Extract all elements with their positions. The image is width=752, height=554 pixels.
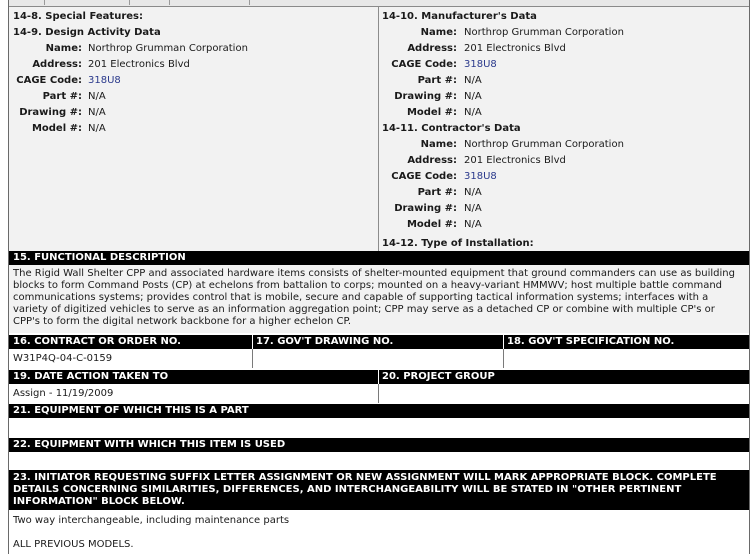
equipment-used-body [9,452,749,470]
section-label: 17. GOV'T DRAWING NO. [256,336,394,347]
field-value: N/A [464,75,482,86]
field-value: 201 Electronics Blvd [88,59,190,70]
field-value: N/A [88,91,106,102]
field-value: Northrop Grumman Corporation [88,43,248,54]
mfr-model-row [382,105,744,121]
section-label: 22. EQUIPMENT WITH WHICH THIS ITEM IS USED [13,439,286,450]
field-label: Drawing #: [394,203,457,214]
ctr-model-row [382,217,744,233]
equipment-part-header [9,404,749,418]
field-label: CAGE Code: [391,171,457,182]
field-label: Model #: [406,219,457,230]
ctr-drawing-row [382,201,744,217]
field-value: N/A [464,107,482,118]
design-address-row [13,57,373,73]
field-label: Name: [45,43,82,54]
contractor-heading: 14-11. Contractor's Data [382,123,521,134]
field-value: 201 Electronics Blvd [464,155,566,166]
field-label: Drawing #: [394,91,457,102]
section-label: 21. EQUIPMENT OF WHICH THIS IS A PART [13,405,249,416]
date-action-value: Assign - 11/19/2009 [13,388,114,399]
field-label: Part #: [417,187,457,198]
field-value: N/A [464,187,482,198]
field-label: Name: [420,139,457,150]
cage-code-link[interactable]: 318U8 [464,171,497,182]
field-value: 201 Electronics Blvd [464,43,566,54]
top-strip [9,0,749,7]
mfr-cage-row [382,57,744,73]
field-label: Address: [407,155,457,166]
design-drawing-row [13,105,373,121]
equipment-used-header [9,438,749,452]
field-label: Address: [407,43,457,54]
field-value: N/A [464,203,482,214]
contract-row-values [9,349,749,368]
left-column [13,9,373,137]
field-value: N/A [88,123,106,134]
right-column [382,9,744,252]
section-label: 15. FUNCTIONAL DESCRIPTION [13,252,186,263]
section-label: 19. DATE ACTION TAKEN TO [13,371,169,382]
functional-description-header [9,251,749,265]
section-label: 16. CONTRACT OR ORDER NO. [13,336,181,347]
special-features-heading: 14-8. Special Features: [13,11,143,22]
cell-divider [503,349,504,368]
ctr-address-row [382,153,744,169]
initiator-body [9,510,749,554]
date-row-header [9,370,749,384]
previous-models-note: ALL PREVIOUS MODELS. [13,539,134,550]
field-value: Northrop Grumman Corporation [464,27,624,38]
section-label: 20. PROJECT GROUP [382,371,495,382]
installation-type-heading: 14-12. Type of Installation: [382,238,534,249]
design-name-row [13,41,373,57]
design-part-row [13,89,373,105]
form-frame [8,0,750,554]
field-label: Drawing #: [19,107,82,118]
ctr-name-row [382,137,744,153]
initiator-header [9,470,749,510]
field-label: Address: [32,59,82,70]
functional-description-text: The Rigid Wall Shelter CPP and associated hardware items consists of shelter-mounted equipment that ground commanders can use as building blocks to form Command Posts (CP) at echelons from battalion to corps; mounted on a heavy-variant HMMWV; host multiple battle command communications systems; provides control that is mobile, secure and capable of supporting tactical information systems; interfaces with a variety of digitized vehicles to serve as an information aggregation point; CPP may serve as a detached CP or combine with multiple CP's or CPP's to form the digital network backbone for a higher echelon CP. [13,268,735,327]
field-label: Part #: [417,75,457,86]
cell-divider [378,384,379,403]
mfr-address-row [382,41,744,57]
section-label: INFORMATION" BLOCK BELOW. [13,496,185,507]
cell-divider [252,349,253,368]
date-row-values [9,384,749,403]
contract-row-header [9,335,749,349]
cage-code-link[interactable]: 318U8 [464,59,497,70]
field-value: N/A [88,107,106,118]
field-value: N/A [464,91,482,102]
field-label: Model #: [31,123,82,134]
mfr-drawing-row [382,89,744,105]
contract-number: W31P4Q-04-C-0159 [13,353,113,364]
section-label: DETAILS CONCERNING SIMILARITIES, DIFFERENCES, AND INTERCHANGEABILITY WILL BE STATED IN "OTHER PERTINENT [13,484,682,495]
field-label: Part #: [42,91,82,102]
cage-code-link[interactable]: 318U8 [88,75,121,86]
ctr-cage-row [382,169,744,185]
field-value: N/A [464,219,482,230]
design-cage-row [13,73,373,89]
field-label: Name: [420,27,457,38]
column-divider [378,7,379,251]
design-model-row [13,121,373,137]
ctr-part-row [382,185,744,201]
field-value: Northrop Grumman Corporation [464,139,624,150]
field-label: Model #: [406,107,457,118]
equipment-part-body [9,418,749,438]
field-label: CAGE Code: [391,59,457,70]
interchangeability-note: Two way interchangeable, including maintenance parts [13,515,290,526]
section-label: 23. INITIATOR REQUESTING SUFFIX LETTER ASSIGNMENT OR NEW ASSIGNMENT WILL MARK APPROPRIATE BLOCK. COMPLETE [13,472,717,483]
mfr-part-row [382,73,744,89]
manufacturer-heading: 14-10. Manufacturer's Data [382,11,537,22]
data-panel [9,7,749,251]
design-activity-heading: 14-9. Design Activity Data [13,27,161,38]
mfr-name-row [382,25,744,41]
field-label: CAGE Code: [16,75,82,86]
section-label: 18. GOV'T SPECIFICATION NO. [507,336,675,347]
